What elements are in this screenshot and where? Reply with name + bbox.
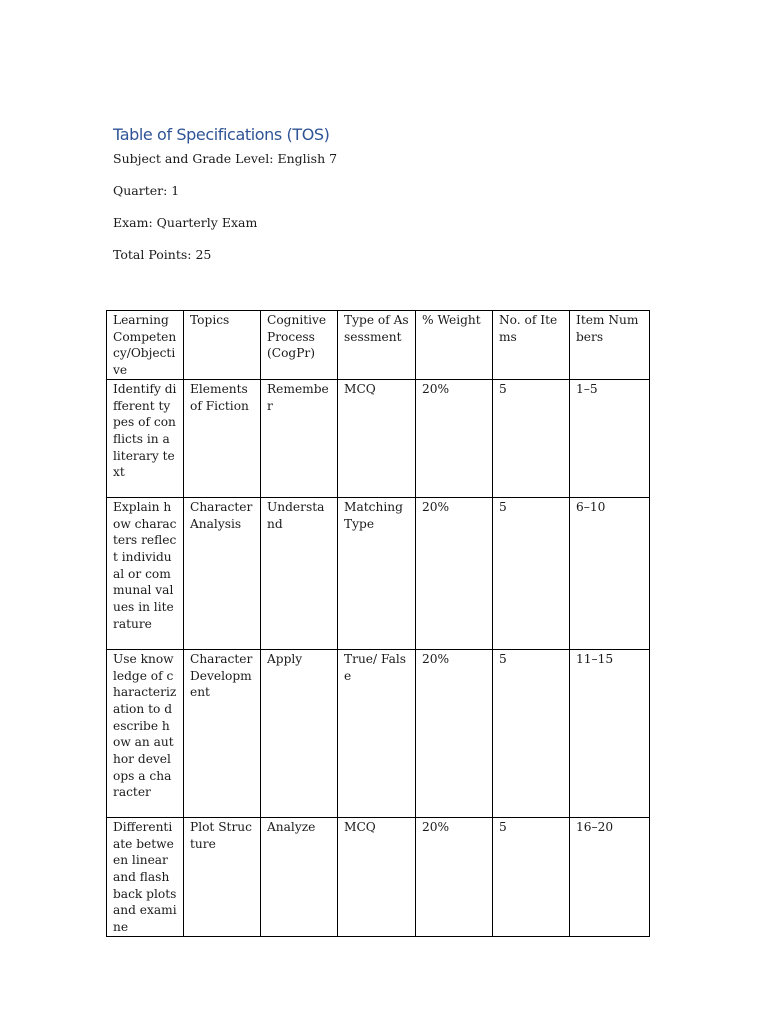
header-item-numbers: Item Numbers [570,311,650,380]
cell-weight: 20% [416,817,493,936]
cell-assessment-type: MCQ [338,379,416,497]
cell-weight: 20% [416,649,493,817]
header-learning-competency: Learning Competency/Objective [107,311,184,380]
cell-learning-competency: Differentiate between linear and flashback plots and examine [107,817,184,936]
header-no-of-items: No. of Items [493,311,570,380]
cell-weight: 20% [416,379,493,497]
cell-item-numbers: 6–10 [570,497,650,649]
cell-item-count: 5 [493,649,570,817]
cell-cognitive-process: Apply [261,649,338,817]
cell-assessment-type: True/ False [338,649,416,817]
cell-topic: Elements of Fiction [184,379,261,497]
header-type-of-assessment: Type of Assessment [338,311,416,380]
total-points-line: Total Points: 25 [113,247,212,262]
cell-topic: Character Development [184,649,261,817]
cell-cognitive-process: Remember [261,379,338,497]
cell-item-count: 5 [493,497,570,649]
cell-topic: Plot Structure [184,817,261,936]
header-weight: % Weight [416,311,493,380]
table-row [107,817,650,936]
cell-item-numbers: 1–5 [570,379,650,497]
cell-item-count: 5 [493,817,570,936]
table-header-row [107,311,650,380]
cell-item-numbers: 16–20 [570,817,650,936]
specifications-table [106,310,650,937]
document-title: Table of Specifications (TOS) [113,125,330,144]
cell-assessment-type: MCQ [338,817,416,936]
cell-topic: Character Analysis [184,497,261,649]
cell-item-count: 5 [493,379,570,497]
exam-line: Exam: Quarterly Exam [113,215,258,230]
quarter-line: Quarter: 1 [113,183,180,198]
header-topics: Topics [184,311,261,380]
subject-grade-level: Subject and Grade Level: English 7 [113,151,338,166]
cell-learning-competency: Identify different types of conflicts in a literary text [107,379,184,497]
cell-learning-competency: Use knowledge of characterization to describe how an author develops a character [107,649,184,817]
cell-cognitive-process: Analyze [261,817,338,936]
table-row [107,379,650,497]
table-row [107,649,650,817]
cell-learning-competency: Explain how characters reflect individual or communal values in literature [107,497,184,649]
cell-item-numbers: 11–15 [570,649,650,817]
cell-assessment-type: Matching Type [338,497,416,649]
table-row [107,497,650,649]
header-cognitive-process: Cognitive Process (CogPr) [261,311,338,380]
cell-cognitive-process: Understand [261,497,338,649]
cell-weight: 20% [416,497,493,649]
